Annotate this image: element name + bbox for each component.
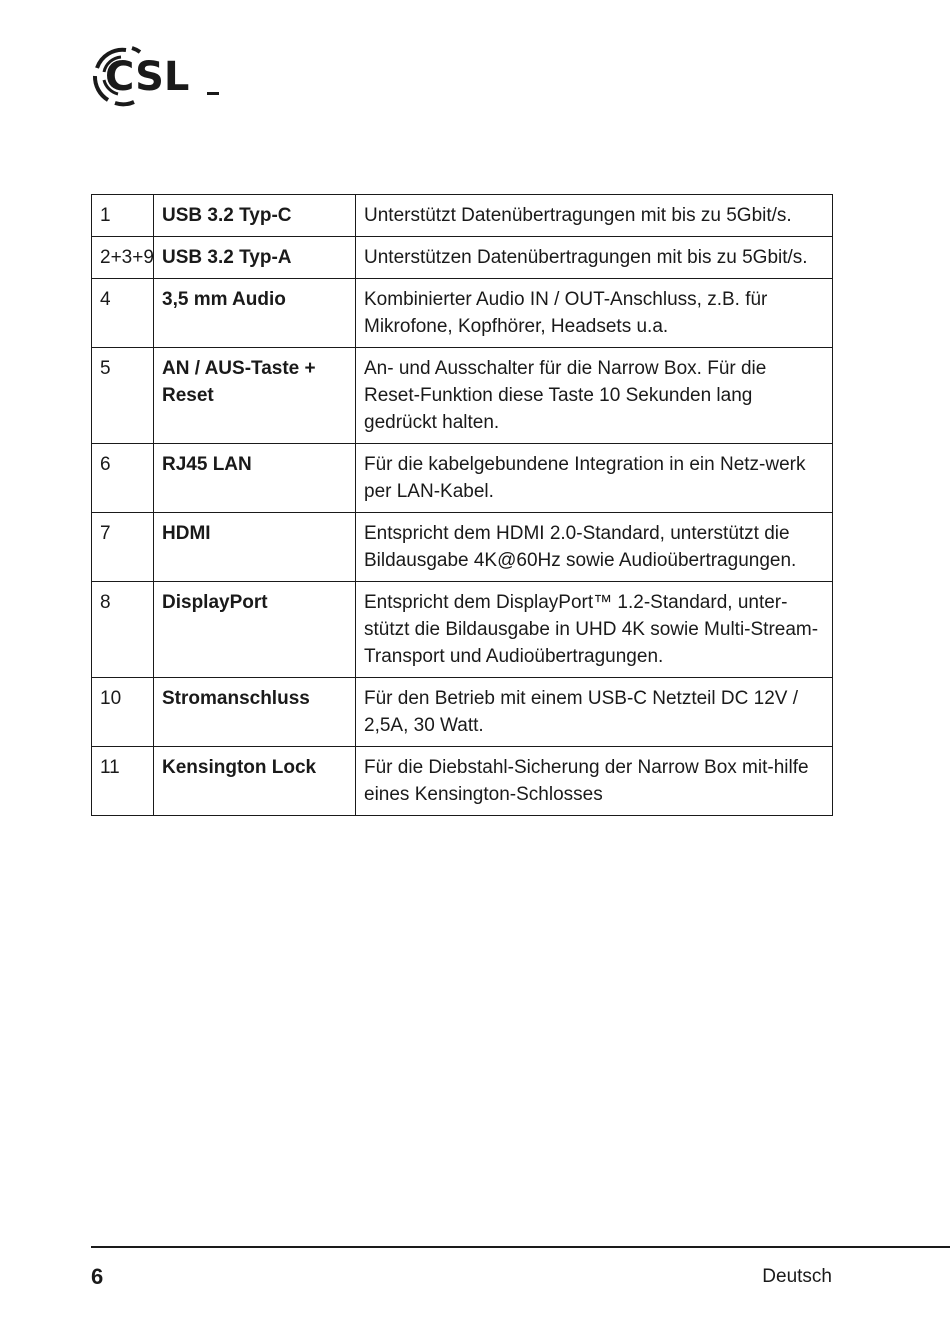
port-description: Entspricht dem HDMI 2.0-Standard, unterstützt die Bildausgabe 4K@60Hz sowie Audioübertragungen.: [356, 513, 833, 582]
port-name: RJ45 LAN: [154, 444, 356, 513]
port-name: Stromanschluss: [154, 678, 356, 747]
port-name: HDMI: [154, 513, 356, 582]
table-row: [92, 237, 833, 279]
port-description: Kombinierter Audio IN / OUT-Anschluss, z.B. für Mikrofone, Kopfhörer, Headsets u.a.: [356, 279, 833, 348]
port-number: 10: [92, 678, 154, 747]
port-name: DisplayPort: [154, 582, 356, 678]
port-name: USB 3.2 Typ-C: [154, 195, 356, 237]
footer-divider: [91, 1246, 950, 1248]
port-name: Kensington Lock: [154, 747, 356, 816]
language-label: Deutsch: [762, 1266, 832, 1287]
port-number: 1: [92, 195, 154, 237]
port-name: AN / AUS-Taste + Reset: [154, 348, 356, 444]
port-name: USB 3.2 Typ-A: [154, 237, 356, 279]
port-number: 2+3+9: [92, 237, 154, 279]
connector-table: [91, 194, 833, 816]
port-description: Unterstützt Datenübertragungen mit bis zu 5Gbit/s.: [356, 195, 833, 237]
port-description: Für die kabelgebundene Integration in ein Netz-werk per LAN-Kabel.: [356, 444, 833, 513]
port-description: Unterstützen Datenübertragungen mit bis zu 5Gbit/s.: [356, 237, 833, 279]
port-description: Für den Betrieb mit einem USB-C Netzteil DC 12V / 2,5A, 30 Watt.: [356, 678, 833, 747]
table-row: [92, 348, 833, 444]
port-number: 4: [92, 279, 154, 348]
port-number: 11: [92, 747, 154, 816]
table-row: [92, 195, 833, 237]
table-row: [92, 279, 833, 348]
csl-logo-graphic: [88, 42, 224, 110]
port-description: An- und Ausschalter für die Narrow Box. Für die Reset-Funktion diese Taste 10 Sekunden lang gedrückt halten.: [356, 348, 833, 444]
table-row: [92, 444, 833, 513]
port-name: 3,5 mm Audio: [154, 279, 356, 348]
table-row: [92, 513, 833, 582]
page-number: 6: [91, 1264, 104, 1289]
table-row: [92, 582, 833, 678]
table-row: [92, 747, 833, 816]
port-description: Entspricht dem DisplayPort™ 1.2-Standard, unter-stützt die Bildausgabe in UHD 4K sowie Multi-Stream-Transport und Audioübertragungen.: [356, 582, 833, 678]
port-number: 8: [92, 582, 154, 678]
logo-text: CSL: [105, 54, 190, 100]
port-description: Für die Diebstahl-Sicherung der Narrow Box mit-hilfe eines Kensington-Schlosses: [356, 747, 833, 816]
table-row: [92, 678, 833, 747]
port-number: 7: [92, 513, 154, 582]
csl-logo: [88, 42, 224, 110]
port-number: 5: [92, 348, 154, 444]
port-number: 6: [92, 444, 154, 513]
